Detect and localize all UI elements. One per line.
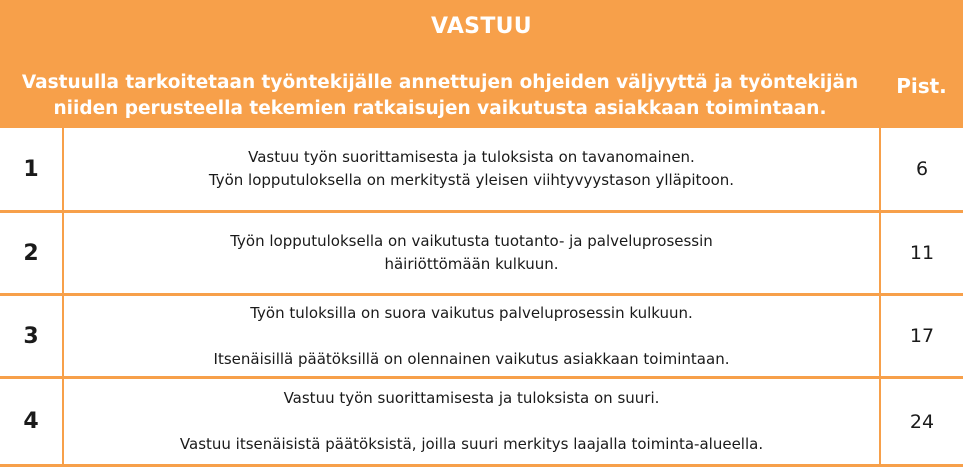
header-description-line2: niiden perusteella tekemien ratkaisujen vaikutusta asiakkaan toimintaan. xyxy=(53,98,827,119)
row-number: 3 xyxy=(23,323,39,349)
table-row-4 xyxy=(0,379,963,467)
row-points: 11 xyxy=(909,242,935,264)
row-points: 24 xyxy=(909,410,935,433)
row-description xyxy=(62,128,881,210)
table-header xyxy=(0,0,963,128)
row-description xyxy=(62,213,881,293)
row-number: 1 xyxy=(23,156,39,182)
row-description-line2: Vastuu itsenäisistä päätöksistä, joilla suuri merkitys laajalla toiminta-alueella. xyxy=(179,435,764,453)
row-number: 2 xyxy=(23,240,39,266)
row-description-line1: Työn lopputuloksella on vaikutusta tuotanto- ja palveluprosessin xyxy=(230,232,713,250)
row-description-line2: häiriöttömään kulkuun. xyxy=(384,255,559,273)
row-description xyxy=(62,379,881,464)
row-description-line2: Työn lopputuloksella on merkitystä yleisen viihtyvyystason ylläpitoon. xyxy=(208,171,735,189)
header-description-line1: Vastuulla tarkoitetaan työntekijälle annettujen ohjeiden väljyyttä ja työntekijän xyxy=(21,72,859,93)
table-row-2 xyxy=(0,213,963,296)
header-title: VASTUU xyxy=(431,14,532,39)
table-row-3 xyxy=(0,296,963,379)
row-description xyxy=(62,296,881,376)
row-description-line1: Vastuu työn suorittamisesta ja tuloksista on suuri. xyxy=(283,389,660,407)
table-row-1 xyxy=(0,128,963,213)
points-column-header: Pist. xyxy=(896,74,947,98)
row-points: 17 xyxy=(909,325,935,347)
row-description-line1: Työn tuloksilla on suora vaikutus palveluprosessin kulkuun. xyxy=(250,303,693,322)
row-points: 6 xyxy=(915,158,929,180)
row-description-line1: Vastuu työn suorittamisesta ja tuloksista on tavanomainen. xyxy=(248,148,695,166)
header-description xyxy=(10,70,870,122)
row-number: 4 xyxy=(23,409,39,434)
row-description-line2: Itsenäisillä päätöksillä on olennainen vaikutus asiakkaan toimintaan. xyxy=(213,349,730,368)
